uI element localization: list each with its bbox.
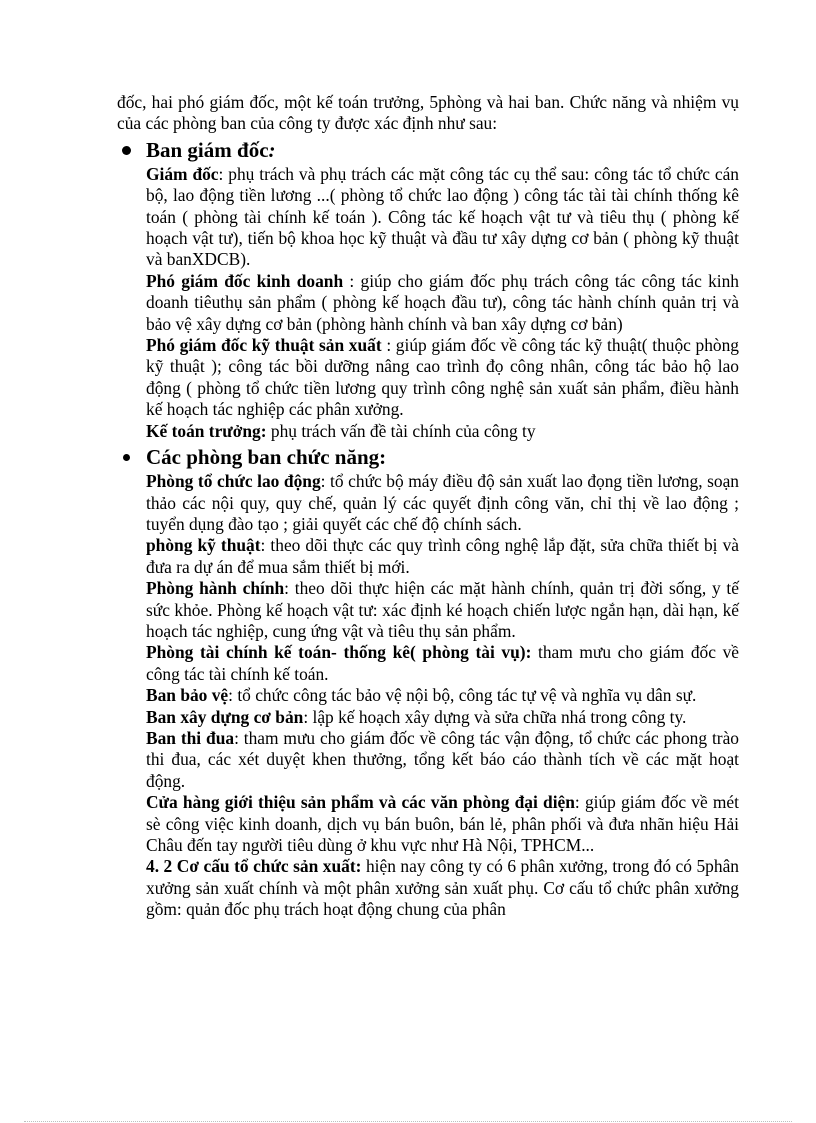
bullet-icon [122, 146, 131, 155]
paragraph-co-cau-san-xuat: 4. 2 Cơ cấu tổ chức sản xuất: hiện nay công ty có 6 phân xưởng, trong đó có 5phân xưởng sản xuất chính và một phân xưởng sản xuất phụ. Cơ cấu tổ chức phân xưởng gồm: quản đốc phụ trách hoạt động chung của phân [146, 856, 739, 920]
intro-paragraph: đốc, hai phó giám đốc, một kế toán trưởng, 5phòng và hai ban. Chức năng và nhiệm vụ của các phòng ban của công ty được xác định như sau: [117, 92, 739, 134]
section-heading-cac-phong-ban: Các phòng ban chức năng: [117, 445, 739, 469]
bullet-icon [123, 454, 130, 461]
paragraph-pho-giam-doc-kinh-doanh: Phó giám đốc kinh doanh : giúp cho giám đốc phụ trách công tác công tác kinh doanh tiêuthụ sản phẩm ( phòng kế hoạch đầu tư), công tác hành chính quản trị và bảo vệ xây dựng cơ bản (phòng hành chính và ban xây dựng cơ bản) [146, 270, 739, 334]
paragraph-ban-xay-dung: Ban xây dựng cơ bản: lập kế hoạch xây dựng và sửa chữa nhá trong công ty. [146, 706, 687, 727]
page-bottom-divider [24, 1121, 792, 1122]
paragraph-giam-doc: Giám đốc: phụ trách và phụ trách các mặt công tác cụ thể sau: công tác tổ chức cán bộ, lao động tiền lương ...( phòng tổ chức lao động ) công tác tài tài chính thống kê toán ( phòng tài chính kế toán ). Công tác kế hoạch vật tư và tiêu thụ ( phòng kế hoạch vật tư), tiến bộ khoa học kỹ thuật và đầu tư xây dựng cơ bản ( phòng kỹ thuật và banXDCB). [146, 163, 739, 270]
paragraph-phong-to-chuc-lao-dong: Phòng tổ chức lao động: tổ chức bộ máy điều độ sản xuất lao đọng tiền lương, soạn thảo các nội quy, quy chế, quản lý các quyết định công văn, chỉ thị về lao động ; tuyển dụng đào tạo ; giải quyết các chế độ chính sách. [146, 471, 739, 534]
document-body [117, 92, 739, 921]
paragraph-ke-toan-truong: Kế toán trưởng: phụ trách vấn đề tài chính của công ty [146, 420, 536, 441]
paragraph-phong-hanh-chinh: Phòng hành chính: theo dõi thực hiện các mặt hành chính, quản trị đời sống, y tế sức khỏe. Phòng kế hoạch vật tư: xác định ké hoạch chiến lược ngắn hạn, dài hạn, kế hoạch tác nghiệp, cung ứng vật và tiêu thụ sản phẩm. [146, 578, 739, 641]
paragraph-ban-thi-dua: Ban thi đua: tham mưu cho giám đốc về công tác vận động, tổ chức các phong trào thi đua, các xét duyệt khen thưởng, tổng kết báo cáo thành tích về các mặt hoạt động. [146, 727, 739, 791]
section-heading-ban-giam-doc: Ban giám đốc: [117, 138, 739, 162]
paragraph-phong-tai-chinh: Phòng tài chính kế toán- thống kê( phòng tài vụ): tham mưu cho giám đốc về công tác tài chính kế toán. [146, 642, 739, 684]
paragraph-ban-bao-ve: Ban bảo vệ: tổ chức công tác bảo vệ nội bộ, công tác tự vệ và nghĩa vụ dân sự. [146, 685, 697, 706]
paragraph-pho-giam-doc-ky-thuat: Phó giám đốc kỹ thuật sản xuất : giúp giám đốc về công tác kỹ thuật( thuộc phòng kỹ thuật ); công tác bồi dưỡng nâng cao trình đọ công nhân, công tác bảo hộ lao động ( phòng tổ chức tiền lương quy trình công nghệ sản xuất sản phẩm, điều hành kế hoạch tác nghiệp các phân xưởng. [146, 335, 739, 420]
paragraph-cua-hang: Cửa hàng giới thiệu sản phẩm và các văn phòng đại diện: giúp giám đốc về mét sè công việc kinh doanh, dịch vụ bán buôn, bán lẻ, phân phối và đưa nhãn hiệu Hải Châu đến tay người tiêu dùng ở khu vực như Hà Nội, TPHCM... [146, 792, 739, 855]
paragraph-phong-ky-thuat: phòng kỹ thuật: theo dõi thực các quy trình công nghệ lắp đặt, sửa chữa thiết bị và đưa ra dự án để mua sắm thiết bị mới. [146, 535, 739, 577]
